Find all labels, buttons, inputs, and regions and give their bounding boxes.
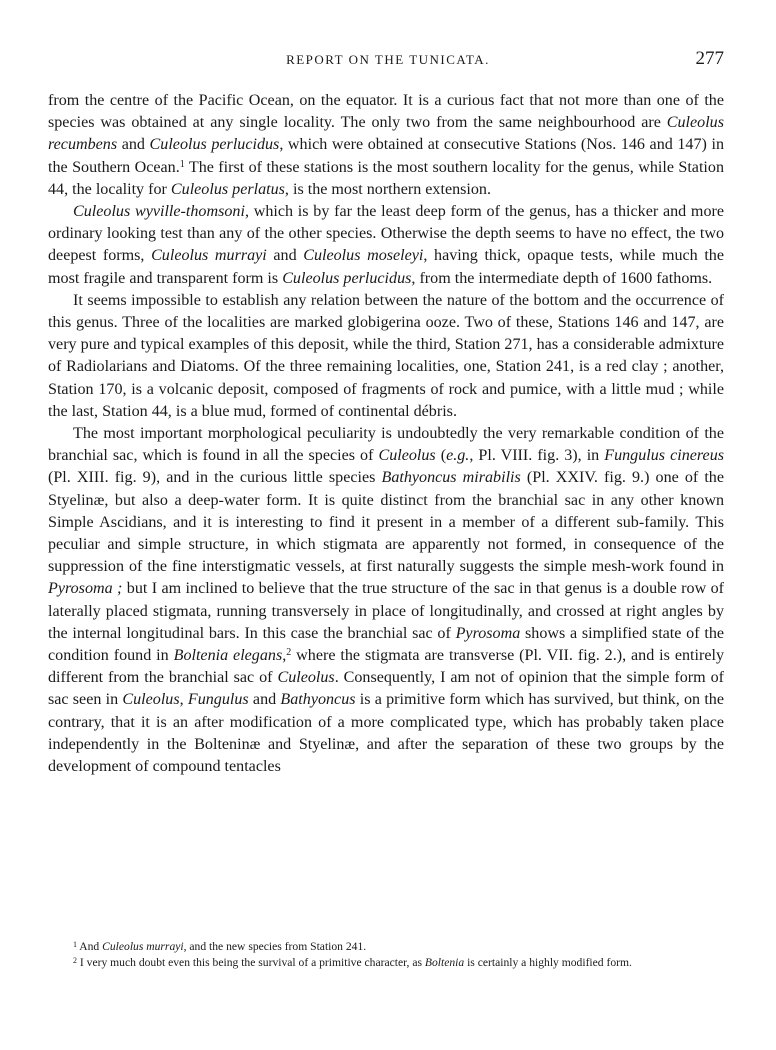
body-text (48, 90, 724, 778)
text-run: , is the most northern extension. (284, 180, 491, 198)
species-name: Pyrosoma ; (48, 580, 123, 598)
paragraph-3 (48, 290, 724, 423)
text-run: where the stigmata are transverse (Pl. VII. fig. 2.), and is entirely different from the branchial sac of (48, 647, 724, 687)
species-name: Pyrosoma (455, 624, 521, 642)
page-header (48, 50, 728, 72)
text-run: , having thick, opaque tests, while much the most fragile and transparent form is (48, 247, 724, 287)
species-name: Culeolus murrayi (151, 247, 267, 265)
text-run: is certainly a highly modified form. (464, 956, 632, 969)
text-run: , which is by far the least deep form of the genus, has a thicker and more ordinary looking test than any of the other species. Otherwise the depth seems to have no effect, the two deepest forms, (48, 203, 724, 265)
running-head: REPORT ON THE TUNICATA. (286, 52, 490, 67)
species-name: Culeolus perlucidus (282, 269, 412, 287)
page-number: 277 (695, 48, 724, 69)
footnote-ref: 1 (179, 158, 185, 170)
species-name: Bathyoncus mirabilis (381, 469, 521, 487)
text-run: , which were obtained at consecutive Stations (Nos. 146 and 147) in the Southern Ocean. (48, 136, 724, 176)
species-name: e.g. (446, 447, 470, 465)
text-run: and (117, 136, 150, 154)
text-run: . Consequently, I am not of opinion that the simple form of sac seen in (48, 669, 724, 709)
paragraph-1 (48, 90, 724, 201)
species-name: Culeolus perlatus (170, 180, 285, 198)
species-name: Boltenia (424, 956, 465, 969)
text-run: (Pl. XXIV. fig. 9.) one of the Styelinæ, but also a deep-water form. It is quite distinct from the branchial sac in any other known Simple Ascidians, and it is interesting to find it present in a member of a different sub-family. This peculiar and simple structure, in which stigmata are apparently not formed, in consequence of the suppression of the fine interstigmatic vessels, at first naturally suggests the simple mesh-work found in (48, 469, 725, 576)
paragraph-2 (48, 201, 724, 290)
species-name: Culeolus (378, 447, 436, 465)
species-name: Culeolus (277, 669, 335, 687)
species-name: Culeolus recumbens (48, 114, 724, 154)
footnote-ref: 1 (73, 940, 77, 949)
paragraph-4 (48, 423, 724, 778)
text-run: , and the new species from Station 241. (183, 940, 367, 953)
text-run: The most important morphological peculiarity is undoubtedly the very remarkable condition of the branchial sac, which is found in all the species of (48, 425, 724, 465)
species-name: Culeolus murrayi (102, 940, 184, 953)
footnote-1 (48, 939, 724, 955)
footnote-ref: 2 (73, 956, 77, 965)
species-name: Bathyoncus (280, 691, 356, 709)
text-run: I very much doubt even this being the survival of a primitive character, as (77, 956, 425, 969)
text-run: , (282, 647, 287, 665)
text-run: shows a simplified state of the condition found in (48, 624, 725, 665)
text-run: The first of these stations is the most southern locality for the genus, while Station 44, the locality for (48, 158, 724, 198)
species-name: Fungulus cinereus (604, 447, 724, 465)
text-run: , Pl. VIII. fig. 3), in (469, 447, 605, 465)
footnote-2 (48, 955, 724, 971)
footnote-ref: 2 (286, 647, 292, 659)
text-run: but I am inclined to believe that the true structure of the sac in that genus is a double row of laterally placed stigmata, running transversely in place of longitudinally, and crossed at right angles by the internal longitudinal bars. In this case the branchial sac of (48, 580, 724, 642)
text-run: from the centre of the Pacific Ocean, on the equator. It is a curious fact that not more than one of the species was obtained at any single locality. The only two from the same neighbourhood are (48, 92, 724, 132)
text-run: ( (435, 447, 447, 465)
text-run: , from the intermediate depth of 1600 fathoms. (411, 269, 713, 287)
species-name: Culeolus, Fungulus (122, 691, 249, 709)
text-run: and (248, 691, 281, 709)
text-run: and (266, 247, 304, 265)
species-name: Culeolus wyville-thomsoni (73, 203, 245, 221)
species-name: Culeolus perlucidus (149, 136, 280, 154)
text-run: It seems impossible to establish any relation between the nature of the bottom and the occurrence of this genus. Three of the localities are marked globigerina ooze. Two of these, Stations 146 and 147, are very pure and typical examples of this deposit, while the third, Station 271, has a considerable admixture of Radiolarians and Diatoms. Of the three remaining localities, one, Station 241, is a red clay ; another, Station 170, is a volcanic deposit, composed of fragments of rock and pumice, with a little mud ; while the last, Station 44, is a blue mud, formed of continental débris. (48, 291, 724, 420)
text-run: And (77, 940, 103, 953)
footnotes (48, 939, 724, 971)
text-run: (Pl. XIII. fig. 9), and in the curious little species (48, 469, 382, 487)
species-name: Culeolus moseleyi (303, 247, 424, 265)
text-run: is a primitive form which has survived, but think, on the contrary, that it is an after modification of a more complicated type, which has probably taken place independently in the Bolteninæ and Styelinæ, and after the separation of these two groups by the development of compound tentacles (48, 691, 724, 776)
species-name: Boltenia elegans (173, 647, 283, 665)
